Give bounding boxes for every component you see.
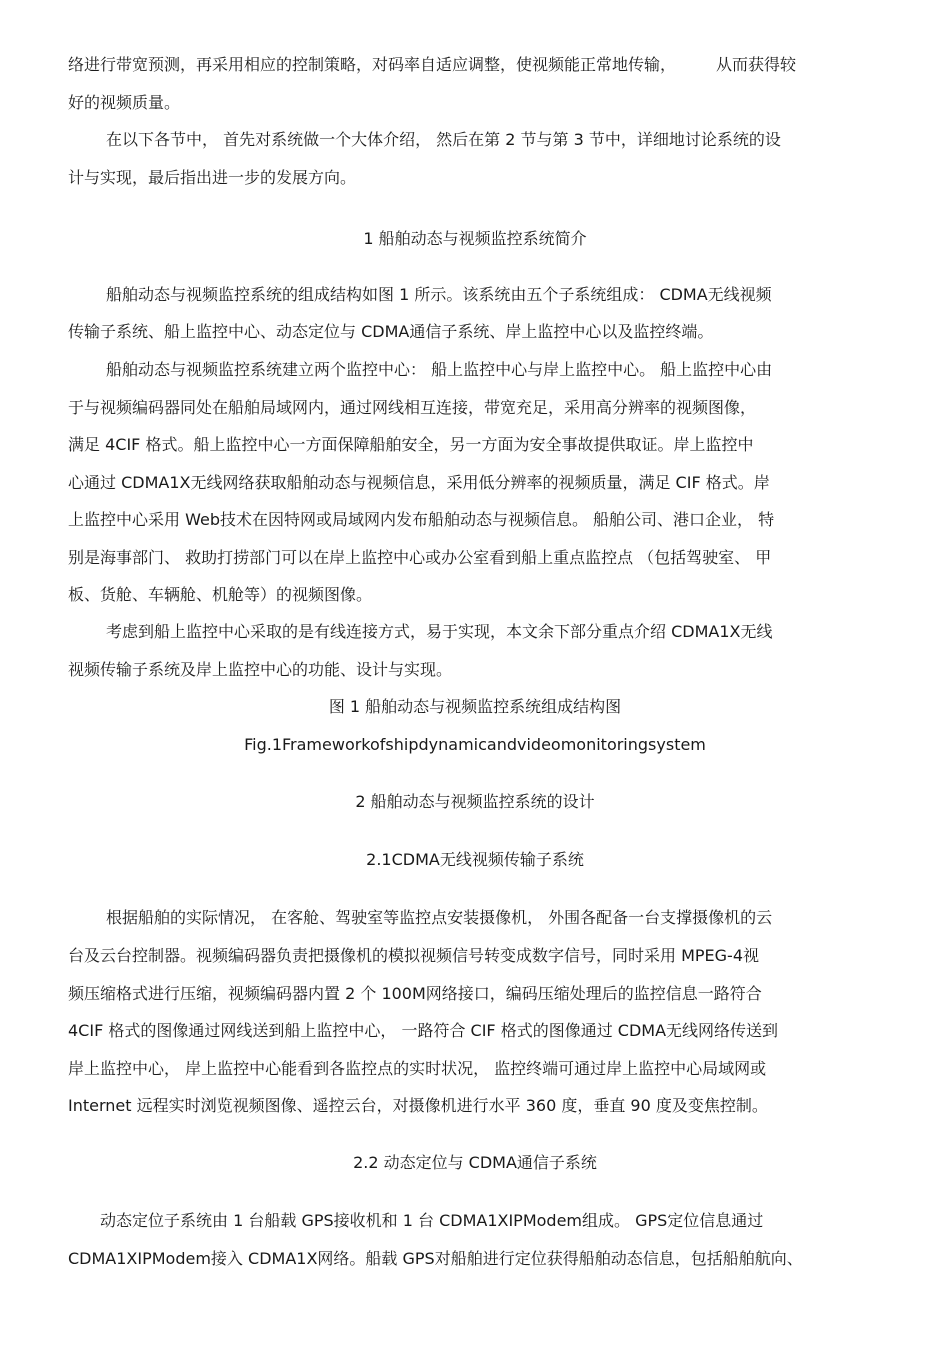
- subsection-heading: 2.1CDMA无线视频传输子系统: [366, 850, 584, 869]
- paragraph-line: 在以下各节中， 首先对系统做一个大体介绍， 然后在第 2 节与第 3 节中，详细地讨论系统的设: [106, 130, 781, 149]
- paragraph-line: 动态定位子系统由 1 台船载 GPS接收机和 1 台 CDMA1XIPModem组成。 GPS定位信息通过: [100, 1211, 764, 1230]
- paragraph-line: 传输子系统、船上监控中心、动态定位与 CDMA通信子系统、岸上监控中心以及监控终端。: [68, 322, 714, 341]
- paragraph-line: 板、货舱、车辆舱、机舱等）的视频图像。: [68, 585, 373, 604]
- paragraph-line: 船舶动态与视频监控系统的组成结构如图 1 所示。该系统由五个子系统组成： CDMA无线视频: [106, 285, 772, 304]
- subsection-heading: 2.2 动态定位与 CDMA通信子系统: [353, 1153, 597, 1172]
- paragraph-line: 频压缩格式进行压缩，视频编码器内置 2 个 100M网络接口，编码压缩处理后的监控信息一路符合: [68, 984, 762, 1003]
- paragraph-line: 视频传输子系统及岸上监控中心的功能、设计与实现。: [68, 660, 453, 679]
- figure-caption-en: Fig.1Frameworkofshipdynamicandvideomonitoringsystem: [244, 735, 706, 754]
- paragraph-line: 台及云台控制器。视频编码器负责把摄像机的模拟视频信号转变成数字信号，同时采用 MPEG-4视: [68, 946, 760, 965]
- paragraph-line: 船舶动态与视频监控系统建立两个监控中心： 船上监控中心与岸上监控中心。 船上监控中心由: [106, 360, 773, 379]
- paragraph-line: 于与视频编码器同处在船舶局域网内，通过网线相互连接，带宽充足，采用高分辨率的视频图像，: [68, 398, 757, 417]
- figure-caption: 图 1 船舶动态与视频监控系统组成结构图: [328, 697, 622, 716]
- paragraph-line: 计与实现，最后指出进一步的发展方向。: [68, 168, 357, 187]
- paragraph-line: CDMA1XIPModem接入 CDMA1X网络。船载 GPS对船舶进行定位获得船舶动态信息，包括船舶航向、: [68, 1249, 803, 1268]
- paragraph-line: 上监控中心采用 Web技术在因特网或局域网内发布船舶动态与视频信息。 船舶公司、港口企业， 特: [68, 510, 775, 529]
- paragraph-line: 心通过 CDMA1X无线网络获取船舶动态与视频信息，采用低分辨率的视频质量，满足 CIF 格式。岸: [68, 473, 770, 492]
- paragraph-line: 络进行带宽预测，再采用相应的控制策略，对码率自适应调整，使视频能正常地传输， 从而获得较: [68, 55, 797, 74]
- paragraph-line: 根据船舶的实际情况， 在客舱、驾驶室等监控点安装摄像机， 外围各配备一台支撑摄像机的云: [106, 908, 773, 927]
- paragraph-line: 好的视频质量。: [68, 93, 181, 112]
- section-heading: 2 船舶动态与视频监控系统的设计: [355, 792, 595, 811]
- paragraph-line: 岸上监控中心， 岸上监控中心能看到各监控点的实时状况， 监控终端可通过岸上监控中心局域网或: [68, 1059, 767, 1078]
- section-heading: 1 船舶动态与视频监控系统简介: [363, 229, 587, 248]
- paragraph-line: 满足 4CIF 格式。船上监控中心一方面保障船舶安全，另一方面为安全事故提供取证。岸上监控中: [68, 435, 754, 454]
- paragraph-line: 考虑到船上监控中心采取的是有线连接方式，易于实现，本文余下部分重点介绍 CDMA1X无线: [106, 622, 773, 641]
- paragraph-line: 别是海事部门、 救助打捞部门可以在岸上监控中心或办公室看到船上重点监控点 （包括驾驶室、 甲: [68, 548, 772, 567]
- paragraph-line: Internet 远程实时浏览视频图像、遥控云台，对摄像机进行水平 360 度，垂直 90 度及变焦控制。: [68, 1096, 768, 1115]
- paragraph-line: 4CIF 格式的图像通过网线送到船上监控中心， 一路符合 CIF 格式的图像通过 CDMA无线网络传送到: [68, 1021, 779, 1040]
